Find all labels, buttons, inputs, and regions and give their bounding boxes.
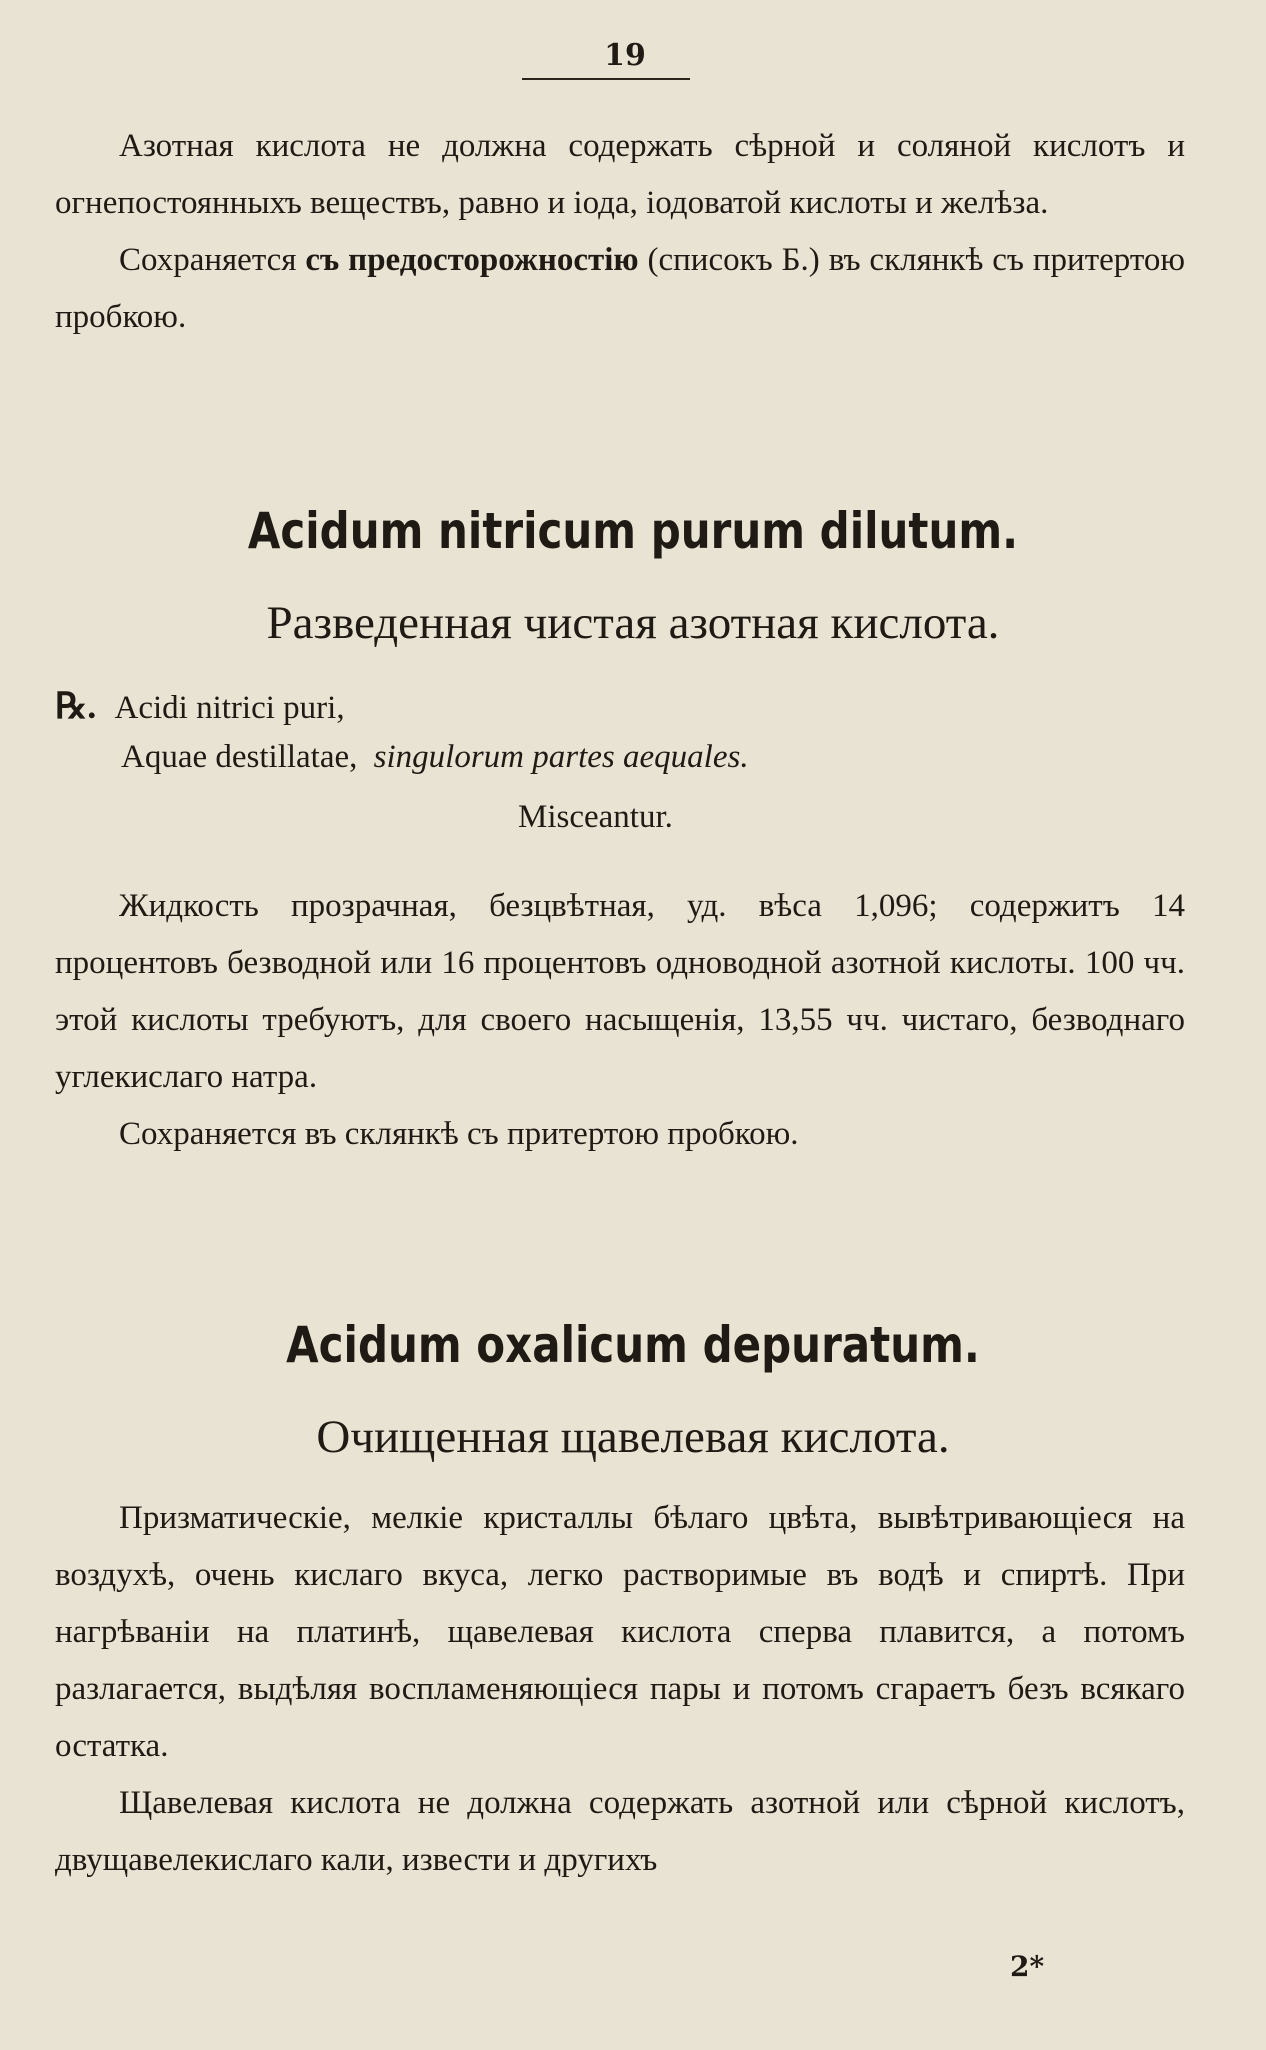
section1-end (55, 118, 1185, 346)
recipe-line-2 (55, 739, 749, 799)
recipe-ingredient-2: Aquae destillatae, (121, 739, 358, 775)
paragraph-oxalic-properties: Призматическіе, мелкіе кристаллы бѣлаго цвѣта, вывѣтривающіеся на воздухѣ, очень кислаго вкуса, легко растворимые въ водѣ и спиртѣ. При нагрѣваніи на платинѣ, щавелевая кислота сперва плавится, а потомъ разлагается, выдѣляя воспламеняющіеся пары и потомъ сгараетъ безъ всякаго остатка. (55, 1500, 1185, 1764)
paragraph-dilute-storage: Сохраняется въ склянкѣ съ притертою пробкою. (119, 1116, 799, 1152)
signature-mark: 2* (1010, 1950, 1045, 1983)
recipe-misceantur: Misceantur. (518, 799, 673, 835)
section2-body (55, 878, 1185, 1163)
recipe-ingredient-1: Acidi nitrici puri, (114, 690, 345, 726)
latin-title-nitric-dilutum: Acidum nitricum purum dilutum. (247, 502, 1019, 560)
paragraph-dilute-properties: Жидкость прозрачная, безцвѣтная, уд. вѣса 1,096; содержитъ 14 процентовъ безводной или 16 процентовъ одноводной азотной кислоты. 100 чч. этой кислоты требуютъ, для своего насыщенія, 13,55 чч. чистаго, безводнаго углекислаго натра. (55, 888, 1185, 1095)
page-number: 19 (604, 38, 646, 73)
recipe-line-3 (55, 799, 749, 859)
rx-symbol: ℞. (55, 686, 97, 726)
section3-body (55, 1490, 1185, 1889)
paragraph-nitric-acid-purity: Азотная кислота не должна содержать сѣрной и соляной кислотъ и огнепостоянныхъ веществъ, равно и іода, іодоватой кислоты и желѣза. (55, 128, 1185, 221)
latin-title-oxalic: Acidum oxalicum depuratum. (286, 1316, 980, 1374)
storage-text-pre: Сохраняется (119, 242, 306, 278)
recipe-block (55, 685, 749, 859)
storage-text-bold: съ предосторожностію (305, 242, 639, 278)
russian-title-nitric-dilutum: Разведенная чистая азотная кислота. (266, 597, 1000, 649)
page-number-rule (522, 78, 690, 80)
storage-text-post: (списокъ Б.) въ склянкѣ съ притертою пробкою. (55, 242, 1185, 335)
paragraph-nitric-acid-storage (55, 232, 1185, 346)
recipe-line-1 (55, 685, 749, 739)
russian-title-oxalic: Очищенная щавелевая кислота. (316, 1411, 950, 1463)
paragraph-oxalic-purity: Щавелевая кислота не должна содержать азотной или сѣрной кислотъ, двущавелекислаго кали, извести и другихъ (55, 1785, 1185, 1878)
recipe-proportion: singulorum partes aequales. (373, 739, 749, 775)
